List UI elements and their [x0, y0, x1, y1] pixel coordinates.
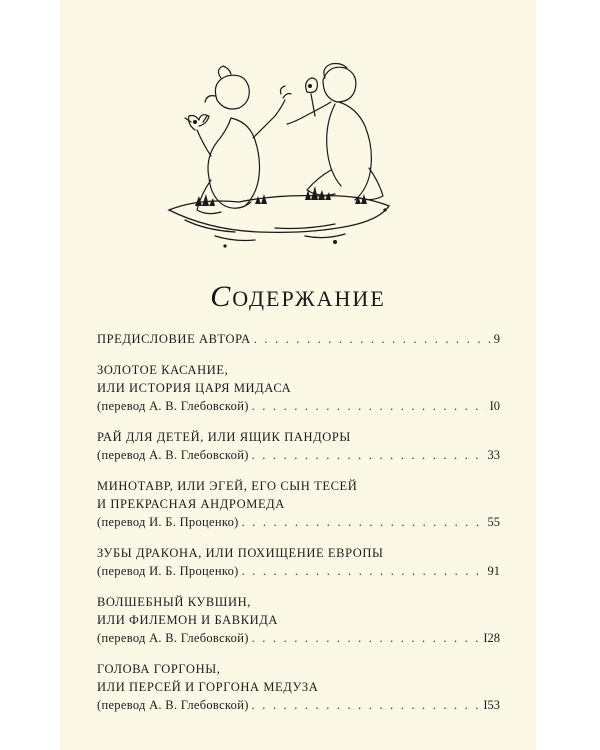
title-text: ОДЕРЖАНИЕ: [232, 286, 386, 311]
entry-title-line: ЗУБЫ ДРАКОНА, ИЛИ ПОХИЩЕНИЕ ЕВРОПЫ: [97, 546, 384, 560]
toc-entry[interactable]: [97, 330, 500, 348]
translator-credit: (перевод А. В. Глебовской): [97, 399, 249, 413]
page-title: [60, 280, 536, 314]
toc-entry[interactable]: [97, 660, 500, 714]
page-number: I0: [489, 399, 500, 413]
leader-dots: [252, 397, 487, 415]
page-number: 91: [487, 564, 500, 578]
page-number: 33: [487, 448, 500, 462]
translator-credit: (перевод А. В. Глебовской): [97, 448, 249, 462]
leader-dots: [252, 446, 485, 464]
table-of-contents: [97, 330, 500, 727]
entry-title-line: ИЛИ ПЕРСЕЙ И ГОРГОНА МЕДУЗА: [97, 680, 319, 694]
leader-dots: [242, 562, 485, 580]
entry-title-line: ГОЛОВА ГОРГОНЫ,: [97, 662, 221, 676]
book-page: [60, 0, 536, 750]
leader-dots: [252, 629, 481, 647]
page-number: 9: [493, 332, 500, 346]
leader-dots: [252, 696, 481, 714]
entry-title-line: ЗОЛОТОЕ КАСАНИЕ,: [97, 363, 229, 377]
toc-entry[interactable]: [97, 477, 500, 531]
entry-title-line: ИЛИ ИСТОРИЯ ЦАРЯ МИДАСА: [97, 381, 292, 395]
page-number: 55: [487, 515, 500, 529]
toc-entry[interactable]: [97, 544, 500, 580]
entry-title-line: И ПРЕКРАСНАЯ АНДРОМЕДА: [97, 497, 285, 511]
toc-entry[interactable]: [97, 428, 500, 464]
drop-cap: С: [210, 280, 233, 313]
translator-credit: (перевод И. Б. Проценко): [97, 515, 239, 529]
leader-dots: [242, 513, 485, 531]
toc-entry[interactable]: [97, 361, 500, 415]
translator-credit: (перевод А. В. Глебовской): [97, 631, 249, 645]
translator-credit: (перевод И. Б. Проценко): [97, 564, 239, 578]
entry-title-line: ВОЛШЕБНЫЙ КУВШИН,: [97, 595, 251, 609]
leader-dots: [254, 330, 491, 348]
page-number: I53: [483, 698, 500, 712]
translator-credit: (перевод А. В. Глебовской): [97, 698, 249, 712]
children-with-flowers-illustration: [155, 60, 405, 250]
page-number: I28: [483, 631, 500, 645]
entry-title-line: ИЛИ ФИЛЕМОН И БАВКИДА: [97, 613, 279, 627]
toc-entry[interactable]: [97, 593, 500, 647]
entry-title-line: МИНОТАВР, ИЛИ ЭГЕЙ, ЕГО СЫН ТЕСЕЙ: [97, 479, 358, 493]
entry-title: ПРЕДИСЛОВИЕ АВТОРА: [97, 332, 251, 346]
entry-title-line: РАЙ ДЛЯ ДЕТЕЙ, ИЛИ ЯЩИК ПАНДОРЫ: [97, 430, 351, 444]
